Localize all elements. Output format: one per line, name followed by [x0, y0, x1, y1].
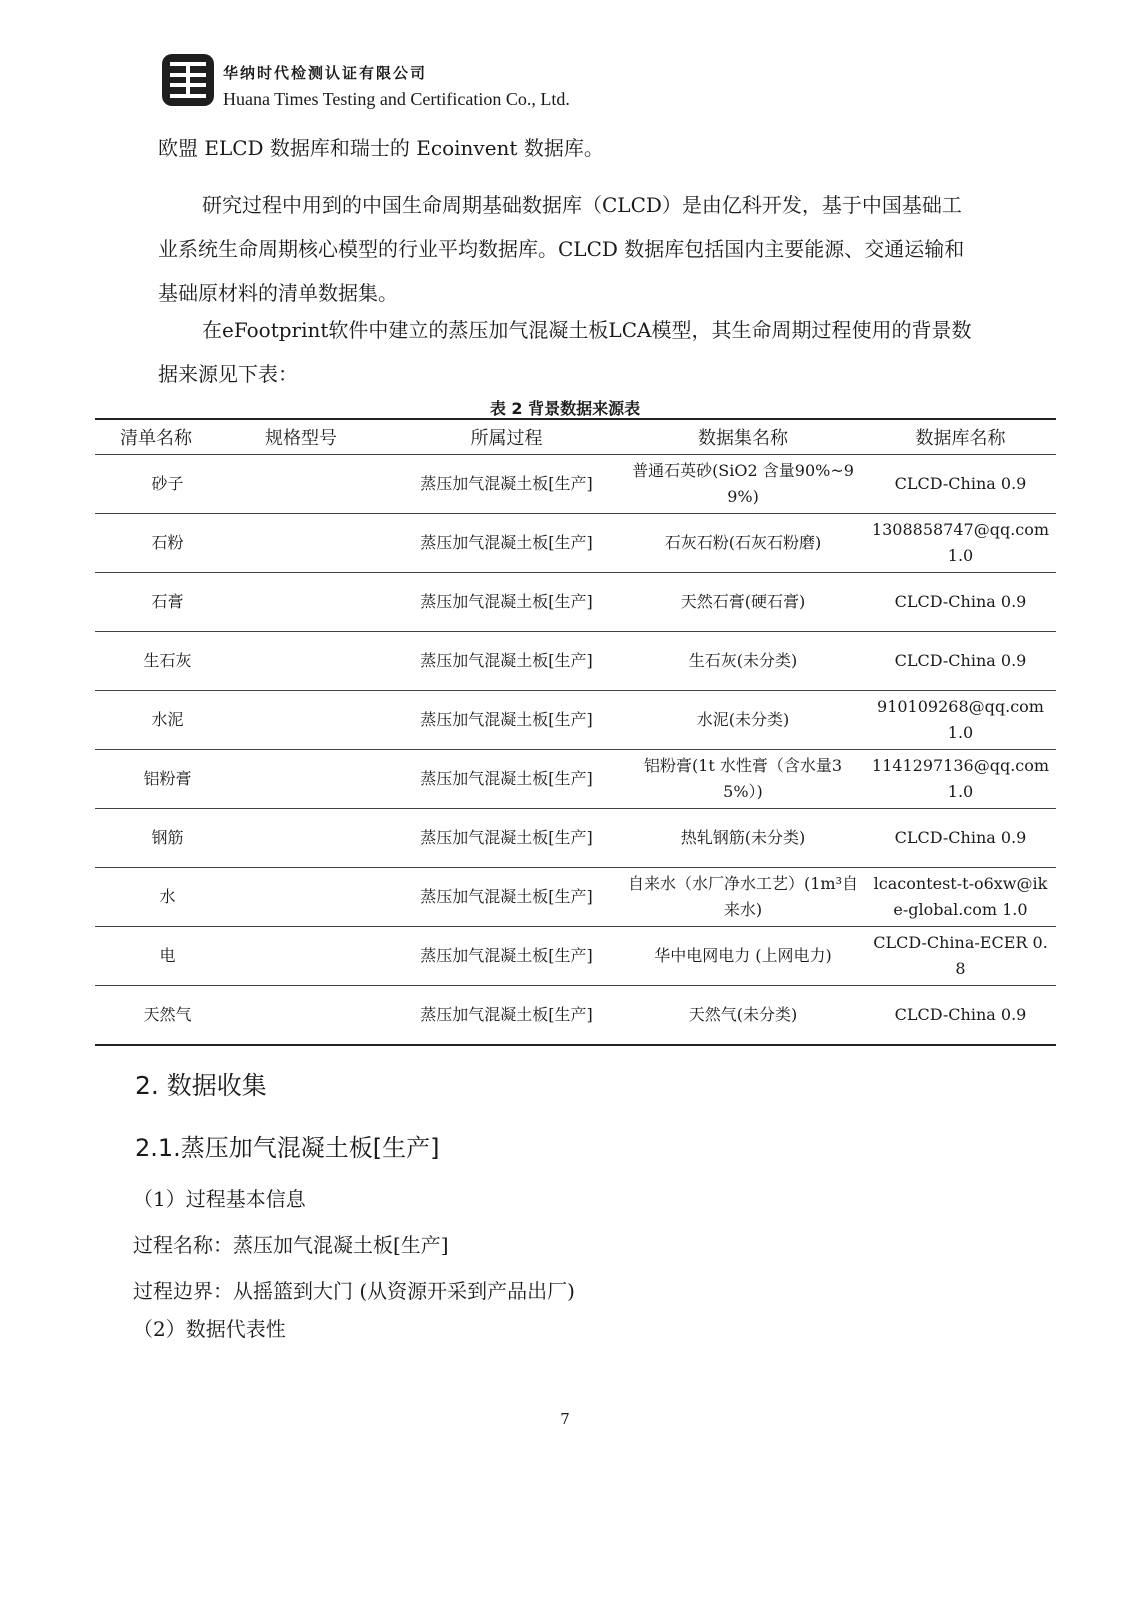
cell-database: CLCD-China 0.9 [865, 573, 1056, 632]
col-header-inventory-name: 清单名称 [95, 419, 240, 455]
table-row [95, 986, 1056, 1046]
paragraph-model: 在eFootprint软件中建立的蒸压加气混凝土板LCA模型，其生命周期过程使用的背景数据来源见下表： [158, 318, 972, 386]
table-row [95, 514, 1056, 573]
cell-database: CLCD-China 0.9 [865, 632, 1056, 691]
cell-process: 蒸压加气混凝土板[生产] [392, 514, 621, 573]
cell-inventory-name: 水 [95, 868, 240, 927]
cell-inventory-name: 天然气 [95, 986, 240, 1046]
table-row [95, 691, 1056, 750]
cell-spec-model [240, 455, 392, 514]
paragraph-clcd: 研究过程中用到的中国生命周期基础数据库（CLCD）是由亿科开发，基于中国基础工业系统生命周期核心模型的行业平均数据库。CLCD 数据库包括国内主要能源、交通运输和基础原材料的清单数据集。 [158, 193, 965, 305]
col-header-database: 数据库名称 [865, 419, 1056, 455]
table-row [95, 927, 1056, 986]
cell-process: 蒸压加气混凝土板[生产] [392, 750, 621, 809]
cell-database: lcacontest-t-o6xw@ike-global.com 1.0 [865, 868, 1056, 927]
cell-dataset: 华中电网电力 (上网电力) [621, 927, 865, 986]
cell-inventory-name: 电 [95, 927, 240, 986]
col-header-dataset: 数据集名称 [621, 419, 865, 455]
cell-process: 蒸压加气混凝土板[生产] [392, 691, 621, 750]
cell-process: 蒸压加气混凝土板[生产] [392, 868, 621, 927]
item-data-representativeness: （2）数据代表性 [133, 1317, 286, 1341]
cell-spec-model [240, 573, 392, 632]
cell-process: 蒸压加气混凝土板[生产] [392, 455, 621, 514]
table-body [95, 455, 1056, 1046]
huana-logo-icon [160, 52, 216, 108]
cell-database: CLCD-China 0.9 [865, 986, 1056, 1046]
table-row [95, 809, 1056, 868]
cell-dataset: 热轧钢筋(未分类) [621, 809, 865, 868]
cell-dataset: 水泥(未分类) [621, 691, 865, 750]
process-boundary: 过程边界：从摇篮到大门 (从资源开采到产品出厂) [133, 1279, 575, 1303]
cell-spec-model [240, 750, 392, 809]
cell-process: 蒸压加气混凝土板[生产] [392, 986, 621, 1046]
cell-dataset: 天然石膏(硬石膏) [621, 573, 865, 632]
table-caption: 表 2 背景数据来源表 [489, 399, 641, 418]
cell-spec-model [240, 514, 392, 573]
table-header-row [95, 419, 1056, 455]
process-name: 过程名称：蒸压加气混凝土板[生产] [133, 1233, 449, 1257]
cell-inventory-name: 生石灰 [95, 632, 240, 691]
cell-database: CLCD-China 0.9 [865, 809, 1056, 868]
page-number: 7 [560, 1410, 570, 1428]
cell-inventory-name: 石粉 [95, 514, 240, 573]
table-row [95, 573, 1056, 632]
cell-process: 蒸压加气混凝土板[生产] [392, 632, 621, 691]
item-basic-info: （1）过程基本信息 [133, 1187, 306, 1211]
cell-database: 1308858747@qq.com 1.0 [865, 514, 1056, 573]
table-row [95, 868, 1056, 927]
paragraph-databases: 欧盟 ELCD 数据库和瑞士的 Ecoinvent 数据库。 [158, 136, 604, 160]
col-header-process: 所属过程 [392, 419, 621, 455]
cell-process: 蒸压加气混凝土板[生产] [392, 573, 621, 632]
cell-database: 1141297136@qq.com 1.0 [865, 750, 1056, 809]
cell-inventory-name: 铝粉膏 [95, 750, 240, 809]
subsection-heading-process: 2.1.蒸压加气混凝土板[生产] [135, 1134, 440, 1162]
cell-spec-model [240, 927, 392, 986]
cell-dataset: 石灰石粉(石灰石粉磨) [621, 514, 865, 573]
cell-process: 蒸压加气混凝土板[生产] [392, 809, 621, 868]
cell-spec-model [240, 691, 392, 750]
company-name-cn: 华纳时代检测认证有限公司 [223, 64, 428, 82]
cell-spec-model [240, 632, 392, 691]
cell-database: 910109268@qq.com 1.0 [865, 691, 1056, 750]
cell-inventory-name: 钢筋 [95, 809, 240, 868]
letterhead [160, 52, 680, 112]
cell-spec-model [240, 868, 392, 927]
cell-dataset: 天然气(未分类) [621, 986, 865, 1046]
cell-inventory-name: 砂子 [95, 455, 240, 514]
section-heading-data-collection: 2. 数据收集 [135, 1071, 267, 1100]
cell-dataset: 自来水（水厂净水工艺）(1m³自来水) [621, 868, 865, 927]
cell-database: CLCD-China 0.9 [865, 455, 1056, 514]
table-row [95, 750, 1056, 809]
cell-inventory-name: 水泥 [95, 691, 240, 750]
cell-dataset: 生石灰(未分类) [621, 632, 865, 691]
cell-inventory-name: 石膏 [95, 573, 240, 632]
company-name-en: Huana Times Testing and Certification Co., Ltd. [223, 89, 570, 109]
cell-dataset: 铝粉膏(1t 水性膏（含水量35%）) [621, 750, 865, 809]
cell-spec-model [240, 986, 392, 1046]
table-row [95, 455, 1056, 514]
col-header-spec-model: 规格型号 [240, 419, 392, 455]
cell-database: CLCD-China-ECER 0.8 [865, 927, 1056, 986]
cell-process: 蒸压加气混凝土板[生产] [392, 927, 621, 986]
cell-dataset: 普通石英砂(SiO2 含量90%~99%) [621, 455, 865, 514]
cell-spec-model [240, 809, 392, 868]
table-row [95, 632, 1056, 691]
background-data-table [95, 418, 1056, 1046]
